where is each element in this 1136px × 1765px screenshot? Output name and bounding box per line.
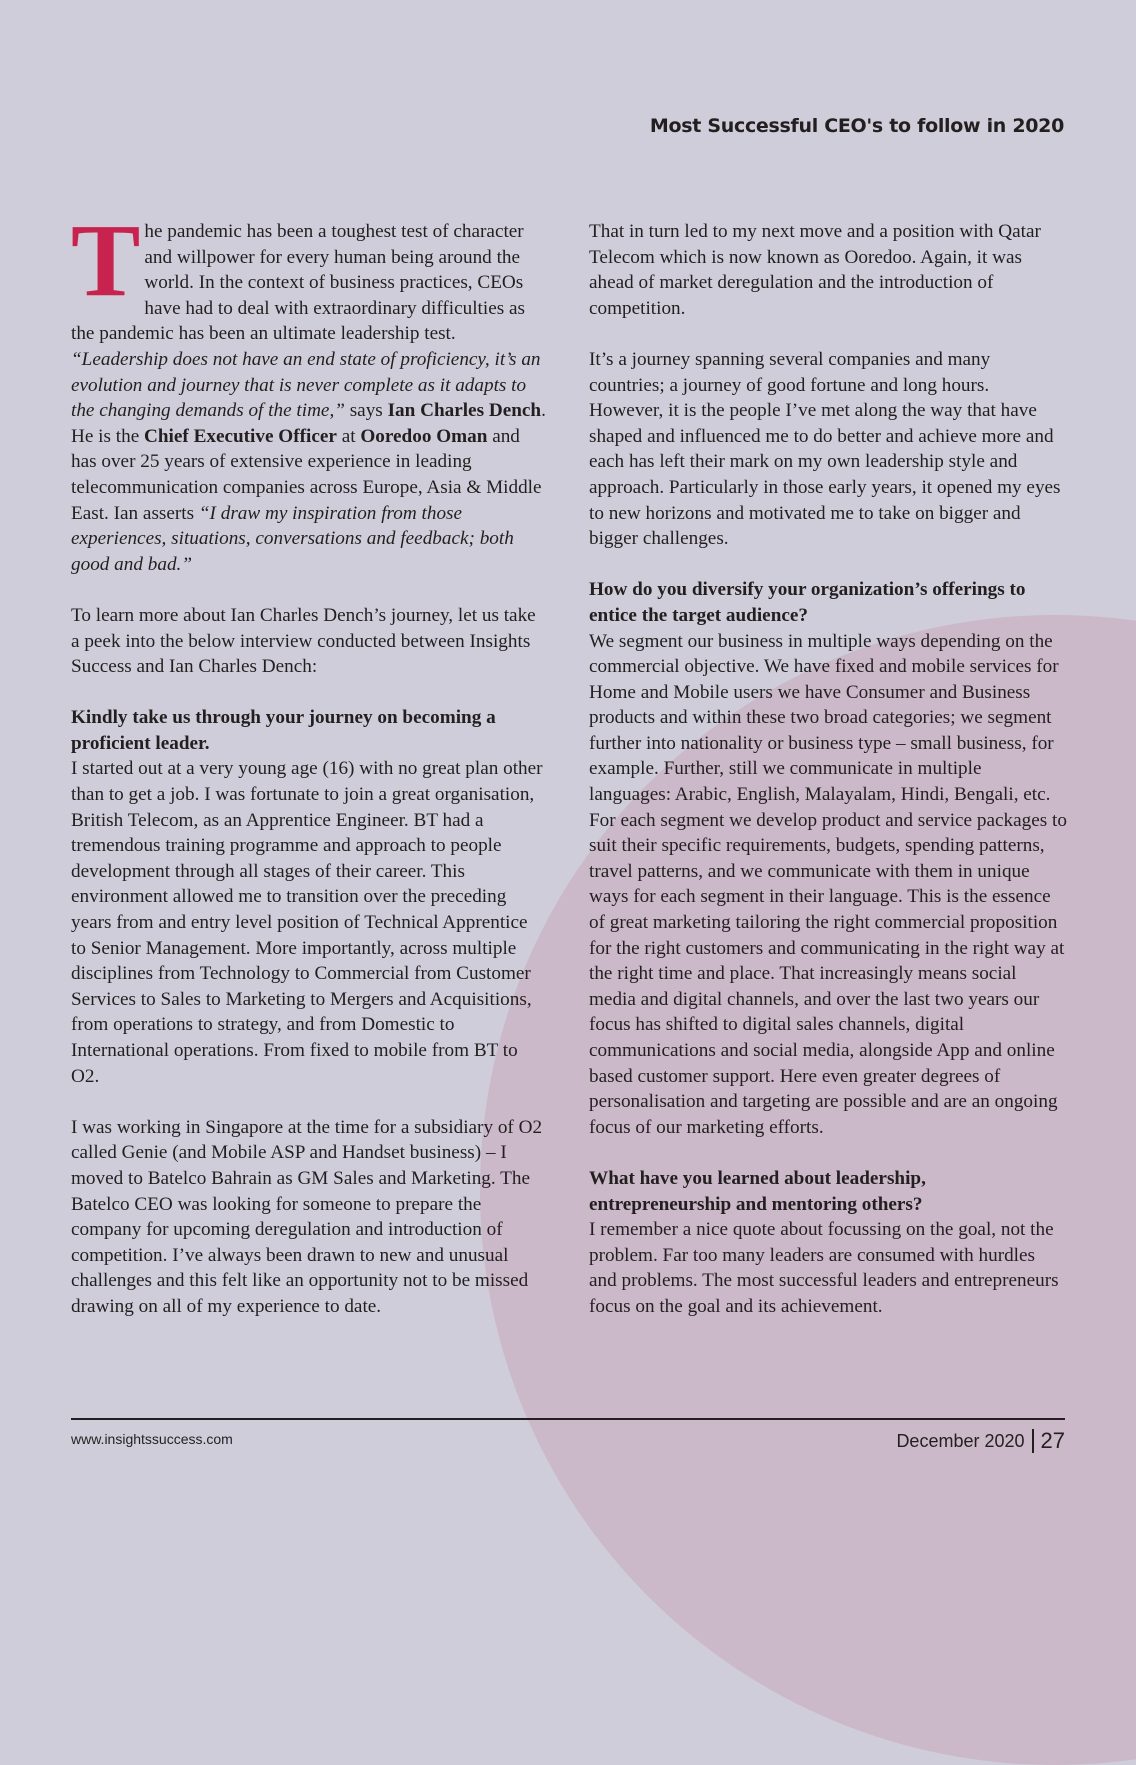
page-number: 27 (1040, 1428, 1065, 1453)
left-column (71, 203, 546, 1345)
intro-text-a: he pandemic has been a toughest test of character and willpower for every human being around the world. In the context of business practices, CEOs have had to deal with extraordinary difficulties as the pandemic has been an ultimate leadership test. (71, 221, 525, 345)
page-header-title: Most Successful CEO's to follow in 2020 (649, 115, 1064, 137)
answer-2-paragraph: We segment our business in multiple ways depending on the commercial objective. We have fixed and mobile services for Home and Mobile users we have Consumer and Business products and within these two broad categories; we segment further into nationality or business type – small business, for example. Further, still we communicate in multiple languages: Arabic, English, Malayalam, Hindi, Bengali, etc. For each segment we develop product and service packages to suit their specific requirements, budgets, spending patterns, travel patterns, and we communicate with them in unique ways for each segment in their language. This is the essence of great marketing tailoring the right commercial proposition for the right customers and communicating in the right way at the right time and place. That increasingly means social media and digital channels, and over the last two years our focus has shifted to digital sales channels, digital communications and social media, alongside App and online based customer support. Here even greater degrees of personalisation and targeting are possible and are an ongoing focus of our marketing efforts. (589, 630, 1067, 1138)
intro-text-b: says (344, 400, 388, 422)
question-1-heading: Kindly take us through your journey on becoming a proficient leader. (71, 707, 496, 754)
ceo-role: Chief Executive Officer (144, 425, 337, 447)
footer-website-link[interactable]: www.insightssuccess.com (71, 1431, 233, 1447)
answer-1-paragraph-4: It’s a journey spanning several companies and many countries; a journey of good fortune and long hours. However, it is the people I’ve met along the way that have shaped and influenced me to do better and achieve more and each has left their mark on my own leadership style and approach. Particularly in those early years, it opened my eyes to new horizons and motivated me to take on bigger and bigger challenges. (589, 348, 1061, 550)
answer-1-paragraph-2: I was working in Singapore at the time for a subsidiary of O2 called Genie (and Mobile ASP and Handset business) – I moved to Batelco Bahrain as GM Sales and Marketing. The Batelco CEO was looking for someone to prepare the company for upcoming deregulation and introduction of competition. I’ve always been drawn to new and unusual challenges and this felt like an opportunity not to be missed drawing on all of my experience to date. (71, 1116, 543, 1317)
footer-issue-date: December 2020 (896, 1430, 1025, 1451)
lead-in-paragraph: To learn more about Ian Charles Dench’s journey, let us take a peek into the below interview conducted between Insights Success and Ian Charles Dench: (71, 604, 536, 678)
intro-quote: “Leadership does not have an end state of proficiency, it’s an evolution and journey that is never complete as it adapts to the changing demands of the time,” (71, 348, 541, 422)
answer-3-paragraph: I remember a nice quote about focussing on the goal, not the problem. Far too many leaders are consumed with hurdles and problems. The most successful leaders and entrepreneurs focus on the goal and its achievement. (589, 1219, 1059, 1317)
intro-text-c: . He is the (71, 400, 546, 447)
question-2-heading: How do you diversify your organization’s offerings to entice the target audience? (589, 579, 1026, 626)
answer-1-paragraph-3: That in turn led to my next move and a position with Qatar Telecom which is now known as Ooredoo. Again, it was ahead of market deregulation and the introduction of competition. (589, 221, 1041, 319)
answer-1-paragraph-1: I started out at a very young age (16) with no great plan other than to get a job. I was fortunate to join a great organisation, British Telecom, as an Apprentice Engineer. BT had a tremendous training programme and approach to people development through all stages of their career. This environment allowed me to transition over the preceding years from and entry level position of Technical Apprentice to Senior Management. More importantly, across multiple disciplines from Technology to Commercial from Customer Services to Sales to Marketing to Mergers and Acquisitions, from operations to strategy, and from Domestic to International operations. From fixed to mobile from BT to O2. (71, 758, 543, 1087)
ceo-name: Ian Charles Dench (387, 400, 542, 422)
right-column (589, 219, 1067, 1345)
intro-text-d: at (336, 425, 361, 447)
intro-text-e: and has over 25 years of extensive experience in leading telecommunication companies across Europe, Asia & Middle East. Ian asserts (71, 425, 542, 524)
intro-paragraph (71, 203, 546, 577)
company-name: Ooredoo Oman (360, 425, 488, 447)
footer-divider (71, 1418, 1065, 1420)
footer-separator (1032, 1429, 1034, 1453)
footer-page-info (896, 1428, 1065, 1454)
question-3-heading: What have you learned about leadership, entrepreneurship and mentoring others? (589, 1167, 926, 1215)
intro-quote-2: “I draw my inspiration from those experiences, situations, conversations and feedback; both good and bad.” (71, 502, 514, 575)
drop-cap: T (71, 203, 141, 318)
